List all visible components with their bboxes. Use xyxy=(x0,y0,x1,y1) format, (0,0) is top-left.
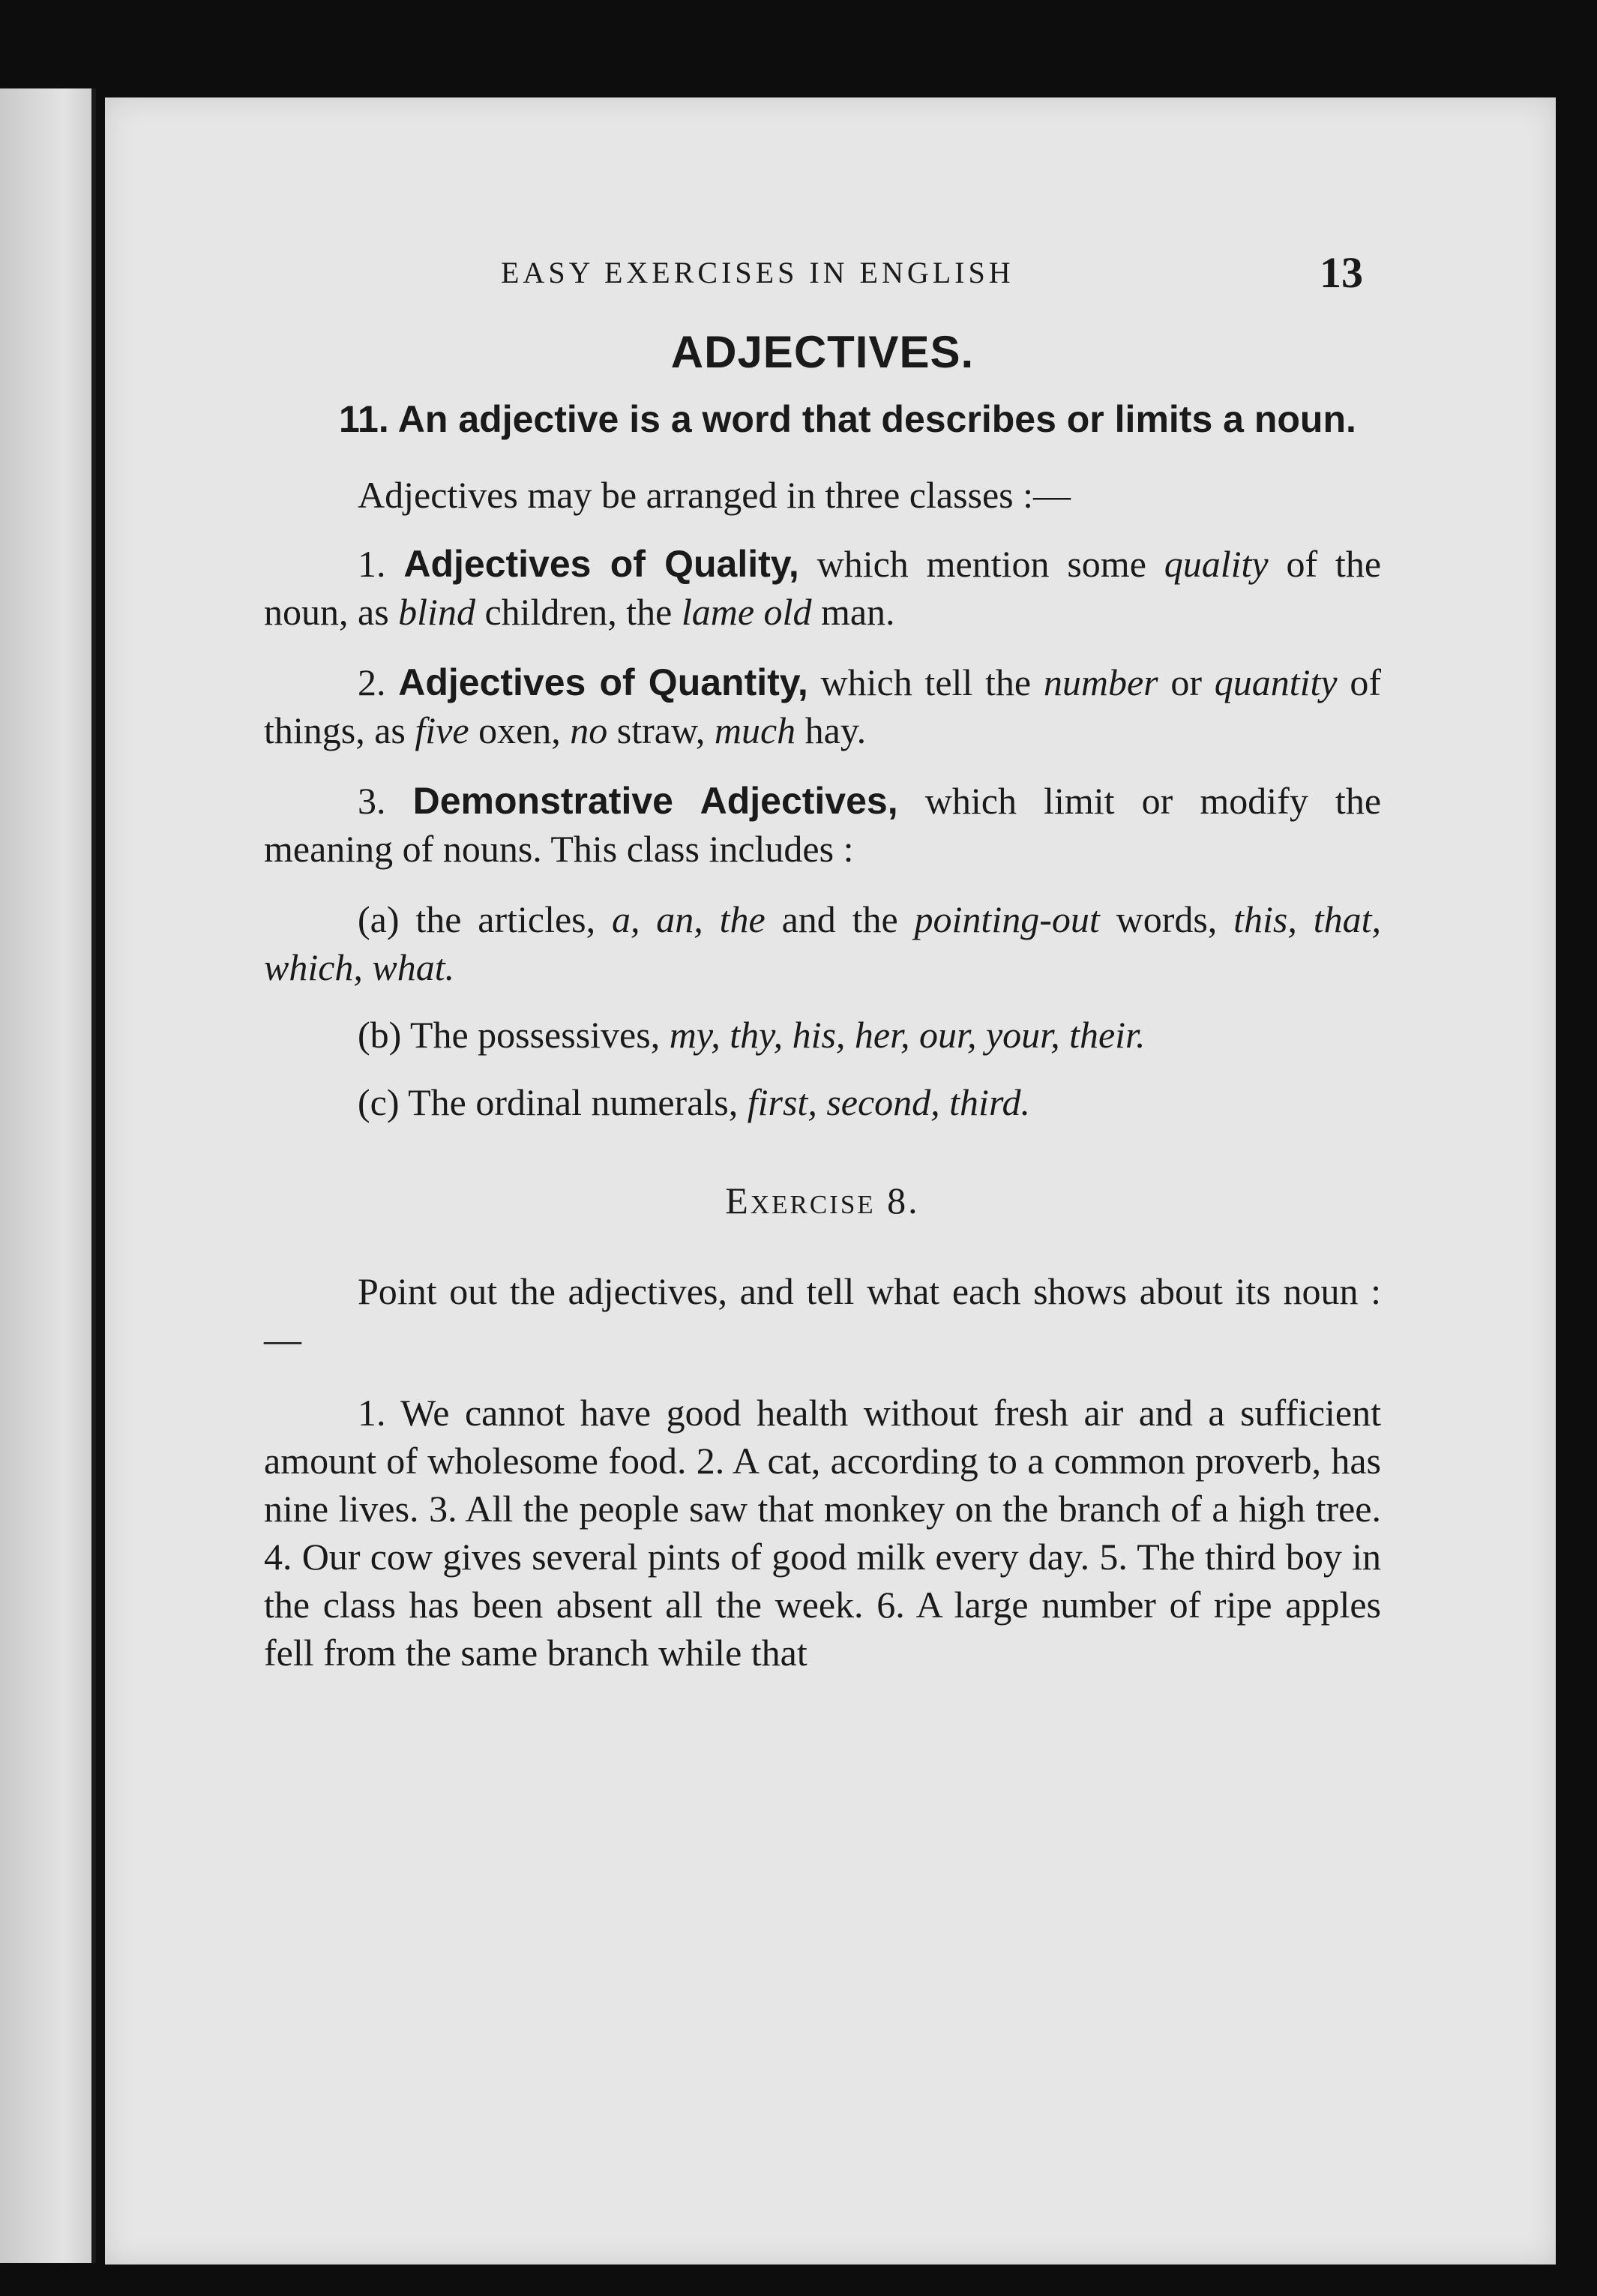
italic-example: this, that, which, what. xyxy=(264,898,1382,988)
exercise-instruction: Point out the adjectives, and tell what each shows about its noun :— xyxy=(264,1270,1381,1360)
italic-example: first, second, third. xyxy=(747,1081,1031,1123)
text-run: which mention some xyxy=(798,543,1164,585)
exercise-title: Exercise 8. xyxy=(725,1179,920,1221)
text-run: or xyxy=(1158,661,1215,703)
text-run: which tell the xyxy=(807,661,1044,703)
italic-example: my, thy, his, her, our, your, their. xyxy=(669,1014,1146,1056)
definition xyxy=(264,393,1381,445)
subitem-text xyxy=(400,1081,1031,1123)
text-run: children, the xyxy=(475,591,682,633)
text-run: the articles, xyxy=(399,898,612,940)
page-number: 13 xyxy=(1320,248,1363,297)
text-run: hay. xyxy=(796,709,867,751)
class-title: Adjectives of Quantity, xyxy=(398,661,808,703)
class-title: Demonstrative Adjectives, xyxy=(412,780,898,822)
text-run: straw, xyxy=(607,709,715,751)
class-number: 2. xyxy=(358,661,386,703)
class-item-quality xyxy=(264,540,1381,636)
subitem-text xyxy=(401,1014,1145,1056)
intro-text: Adjectives may be arranged in three classes :— xyxy=(358,474,1071,516)
italic-example: blind xyxy=(398,591,475,633)
text-run: words, xyxy=(1099,898,1234,940)
text-run: oxen, xyxy=(469,709,571,751)
subitem-possessives xyxy=(264,1011,1381,1059)
italic-example: a, an, the xyxy=(611,898,766,940)
text-run: The possessives, xyxy=(401,1014,670,1056)
italic-example: pointing-out xyxy=(914,898,1100,940)
definition-number: 11. xyxy=(339,398,389,440)
subitem-label: (a) xyxy=(358,898,400,940)
italic-example: no xyxy=(570,709,608,751)
italic-example: five xyxy=(415,709,469,751)
class-title: Adjectives of Quality, xyxy=(403,543,799,585)
class-item-quantity xyxy=(264,658,1381,754)
subitem-ordinals xyxy=(264,1078,1381,1126)
text-run: of the noun, as xyxy=(264,543,1382,633)
text-run: which limit or modify the meaning of nouns. This class includes : xyxy=(264,780,1382,870)
text-run: of things, as xyxy=(264,661,1381,751)
definition-text: An adjective is a word that describes or limits a noun. xyxy=(397,398,1356,440)
subitem-articles xyxy=(264,895,1381,991)
class-item-demonstrative xyxy=(264,777,1381,873)
facing-page-edge xyxy=(0,88,96,2263)
italic-example: quantity xyxy=(1214,661,1338,703)
subitem-label: (c) xyxy=(358,1081,400,1123)
italic-example: much xyxy=(714,709,796,751)
class-number: 1. xyxy=(358,543,386,585)
text-run: and the xyxy=(765,898,915,940)
book-page xyxy=(105,97,1556,2265)
text-run: The ordinal numerals, xyxy=(399,1081,748,1123)
subitem-text xyxy=(264,898,1381,988)
italic-example: lame old xyxy=(681,591,812,633)
subitem-label: (b) xyxy=(358,1014,402,1056)
exercise-sentences: 1. We cannot have good health without fresh air and a sufficient amount of wholesome food. 2. A cat, according to a common proverb, has nine lives. 3. All the people saw that monkey on the branch of a high tree. 4. Our cow gives several pints of good milk every day. 5. The third boy in the class has been absent all the week. 6. A large number of ripe apples fell from the same branch while that xyxy=(264,1392,1381,1674)
running-head: EASY EXERCISES IN ENGLISH xyxy=(501,256,1014,289)
italic-example: quality xyxy=(1164,543,1269,585)
italic-example: number xyxy=(1043,661,1158,703)
section-title: ADJECTIVES. xyxy=(670,327,975,377)
class-number: 3. xyxy=(358,780,386,822)
text-run: man. xyxy=(811,591,895,633)
page-header xyxy=(105,247,1556,300)
page-content xyxy=(264,326,1381,1677)
